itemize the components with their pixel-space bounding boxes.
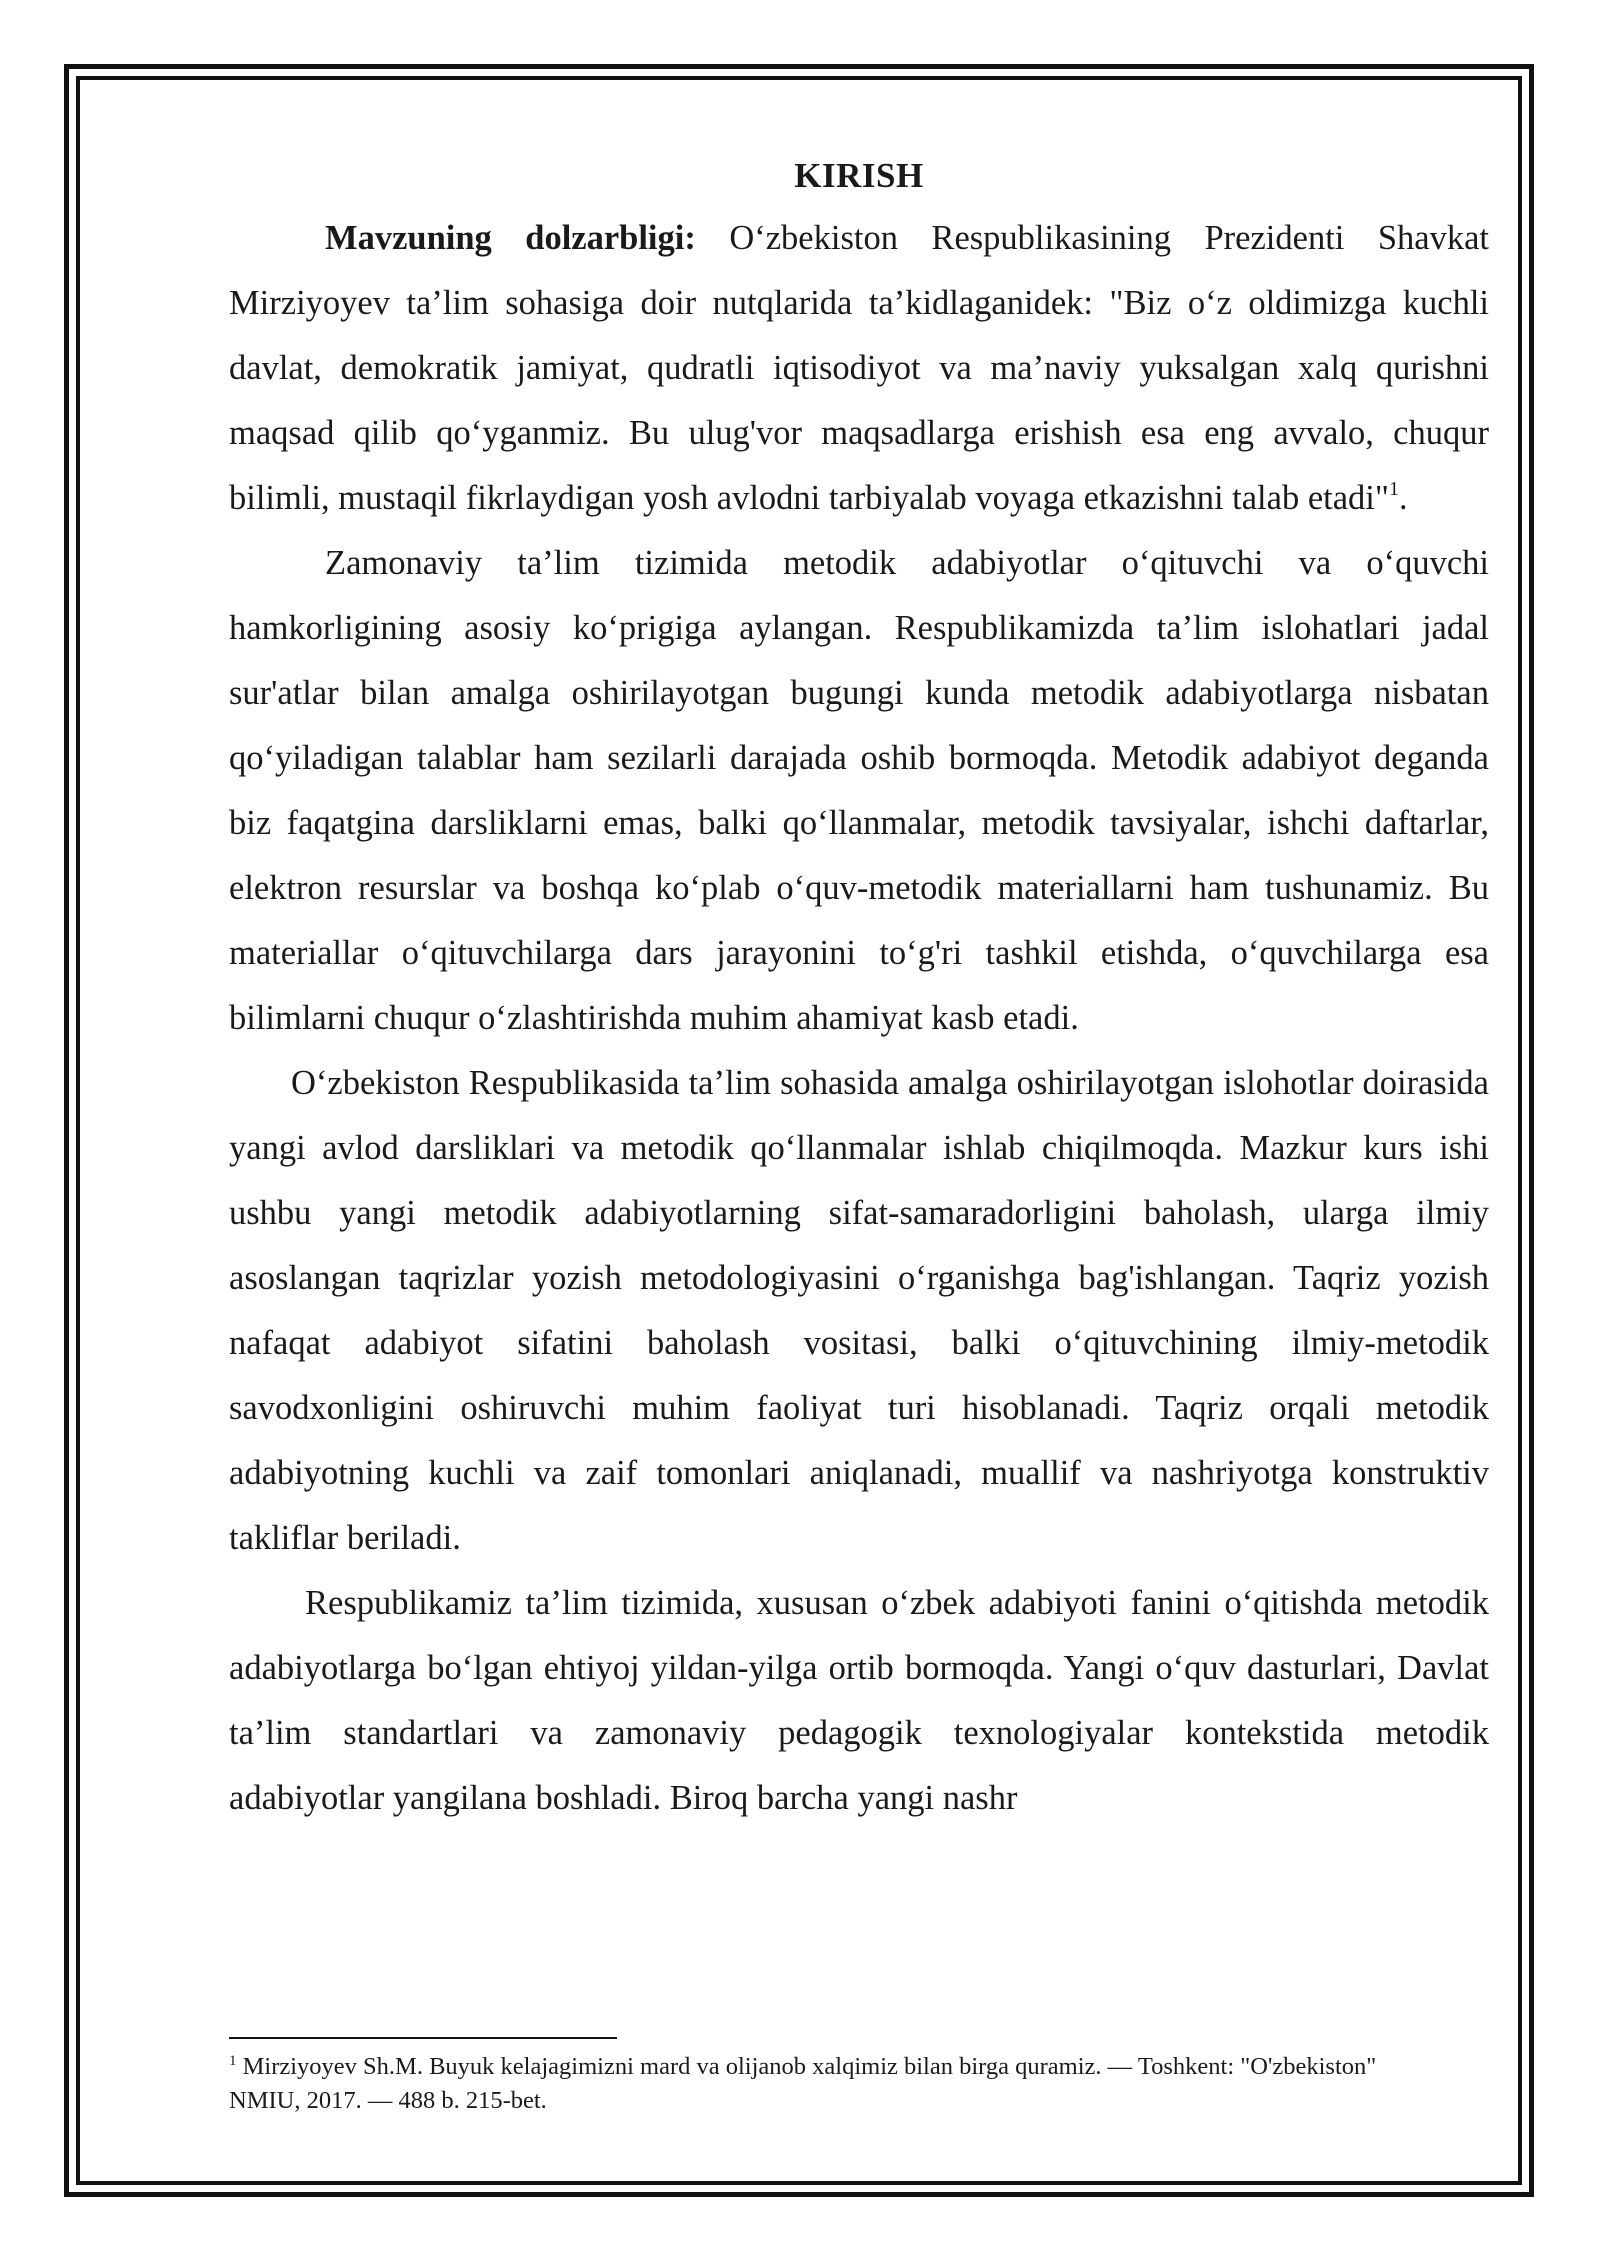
paragraph-4: Respublikamiz ta’lim tizimida, xususan o‘zbek adabiyoti fanini o‘qitishda metodik adabiyotlarga bo‘lgan ehtiyoj yildan-yilga ortib bormoqda. Yangi o‘quv dasturlari, Davlat ta’lim standartlari va zamonaviy pedagogik texnologiyalar kontekstida metodik adabiyotlar yangilana boshladi. Biroq barcha yangi nashr xyxy=(229,1584,1489,1817)
paragraph-lead: Mavzuning dolzarbligi: xyxy=(325,219,696,257)
footnote xyxy=(229,2050,1409,2118)
footnote-text: Mirziyoyev Sh.M. Buyuk kelajagimizni mard va olijanob xalqimiz bilan birga quramiz. — Toshkent: "O'zbekiston" NMIU, 2017. — 488 b. 215-bet. xyxy=(229,2053,1377,2114)
paragraph-relevance xyxy=(229,206,1489,531)
footnote-divider xyxy=(229,2037,617,2039)
page-title: KIRISH xyxy=(794,156,924,195)
paragraph-3: O‘zbekiston Respublikasida ta’lim sohasida amalga oshirilayotgan islohotlar doirasida yangi avlod darsliklari va metodik qo‘llanmalar ishlab chiqilmoqda. Mazkur kurs ishi ushbu yangi metodik adabiyotlarning sifat-samaradorligini baholash, ularga ilmiy asoslangan taqrizlar yozish metodologiyasini o‘rganishga bag'ishlangan. Taqriz yozish nafaqat adabiyot sifatini baholash vositasi, balki o‘qituvchining ilmiy-metodik savodxonligini oshiruvchi muhim faoliyat turi hisoblanadi. Taqriz orqali metodik adabiyotning kuchli va zaif tomonlari aniqlanadi, muallif va nashriyotga konstruktiv takliflar beriladi. xyxy=(229,1064,1489,1557)
paragraph-text: O‘zbekiston Respublikasining Prezidenti Shavkat Mirziyoyev ta’lim sohasiga doir nutqlarida ta’kidlaganidek: "Biz o‘z oldimizga kuchli davlat, demokratik jamiyat, qudratli iqtisodiyot va ma’naviy yuksalgan xalq qurishni maqsad qilib qo‘yganmiz. Bu ulug'vor maqsadlarga erishish esa eng avvalo, chuqur bilimli, mustaqil fikrlaydigan yosh avlodni tarbiyalab voyaga etkazishni talab etadi" xyxy=(229,219,1489,517)
footnote-reference[interactable]: 1 xyxy=(1388,478,1399,500)
paragraph-2: Zamonaviy ta’lim tizimida metodik adabiyotlar o‘qituvchi va o‘quvchi hamkorligining asosiy ko‘prigiga aylangan. Respublikamizda ta’lim islohatlari jadal sur'atlar bilan amalga oshirilayotgan bugungi kunda metodik adabiyotlarga nisbatan qo‘yiladigan talablar ham sezilarli darajada oshib bormoqda. Metodik adabiyot deganda biz faqatgina darsliklarni emas, balki qo‘llanmalar, metodik tavsiyalar, ishchi daftarlar, elektron resurslar va boshqa ko‘plab o‘quv-metodik materiallarni ham tushunamiz. Bu materiallar o‘qituvchilarga dars jarayonini to‘g'ri tashkil etishda, o‘quvchilarga esa bilimlarni chuqur o‘zlashtirishda muhim ahamiyat kasb etadi. xyxy=(229,544,1489,1037)
document-body xyxy=(229,146,1489,1831)
footnote-number: 1 xyxy=(229,2053,237,2069)
paragraph-end: . xyxy=(1398,479,1408,517)
